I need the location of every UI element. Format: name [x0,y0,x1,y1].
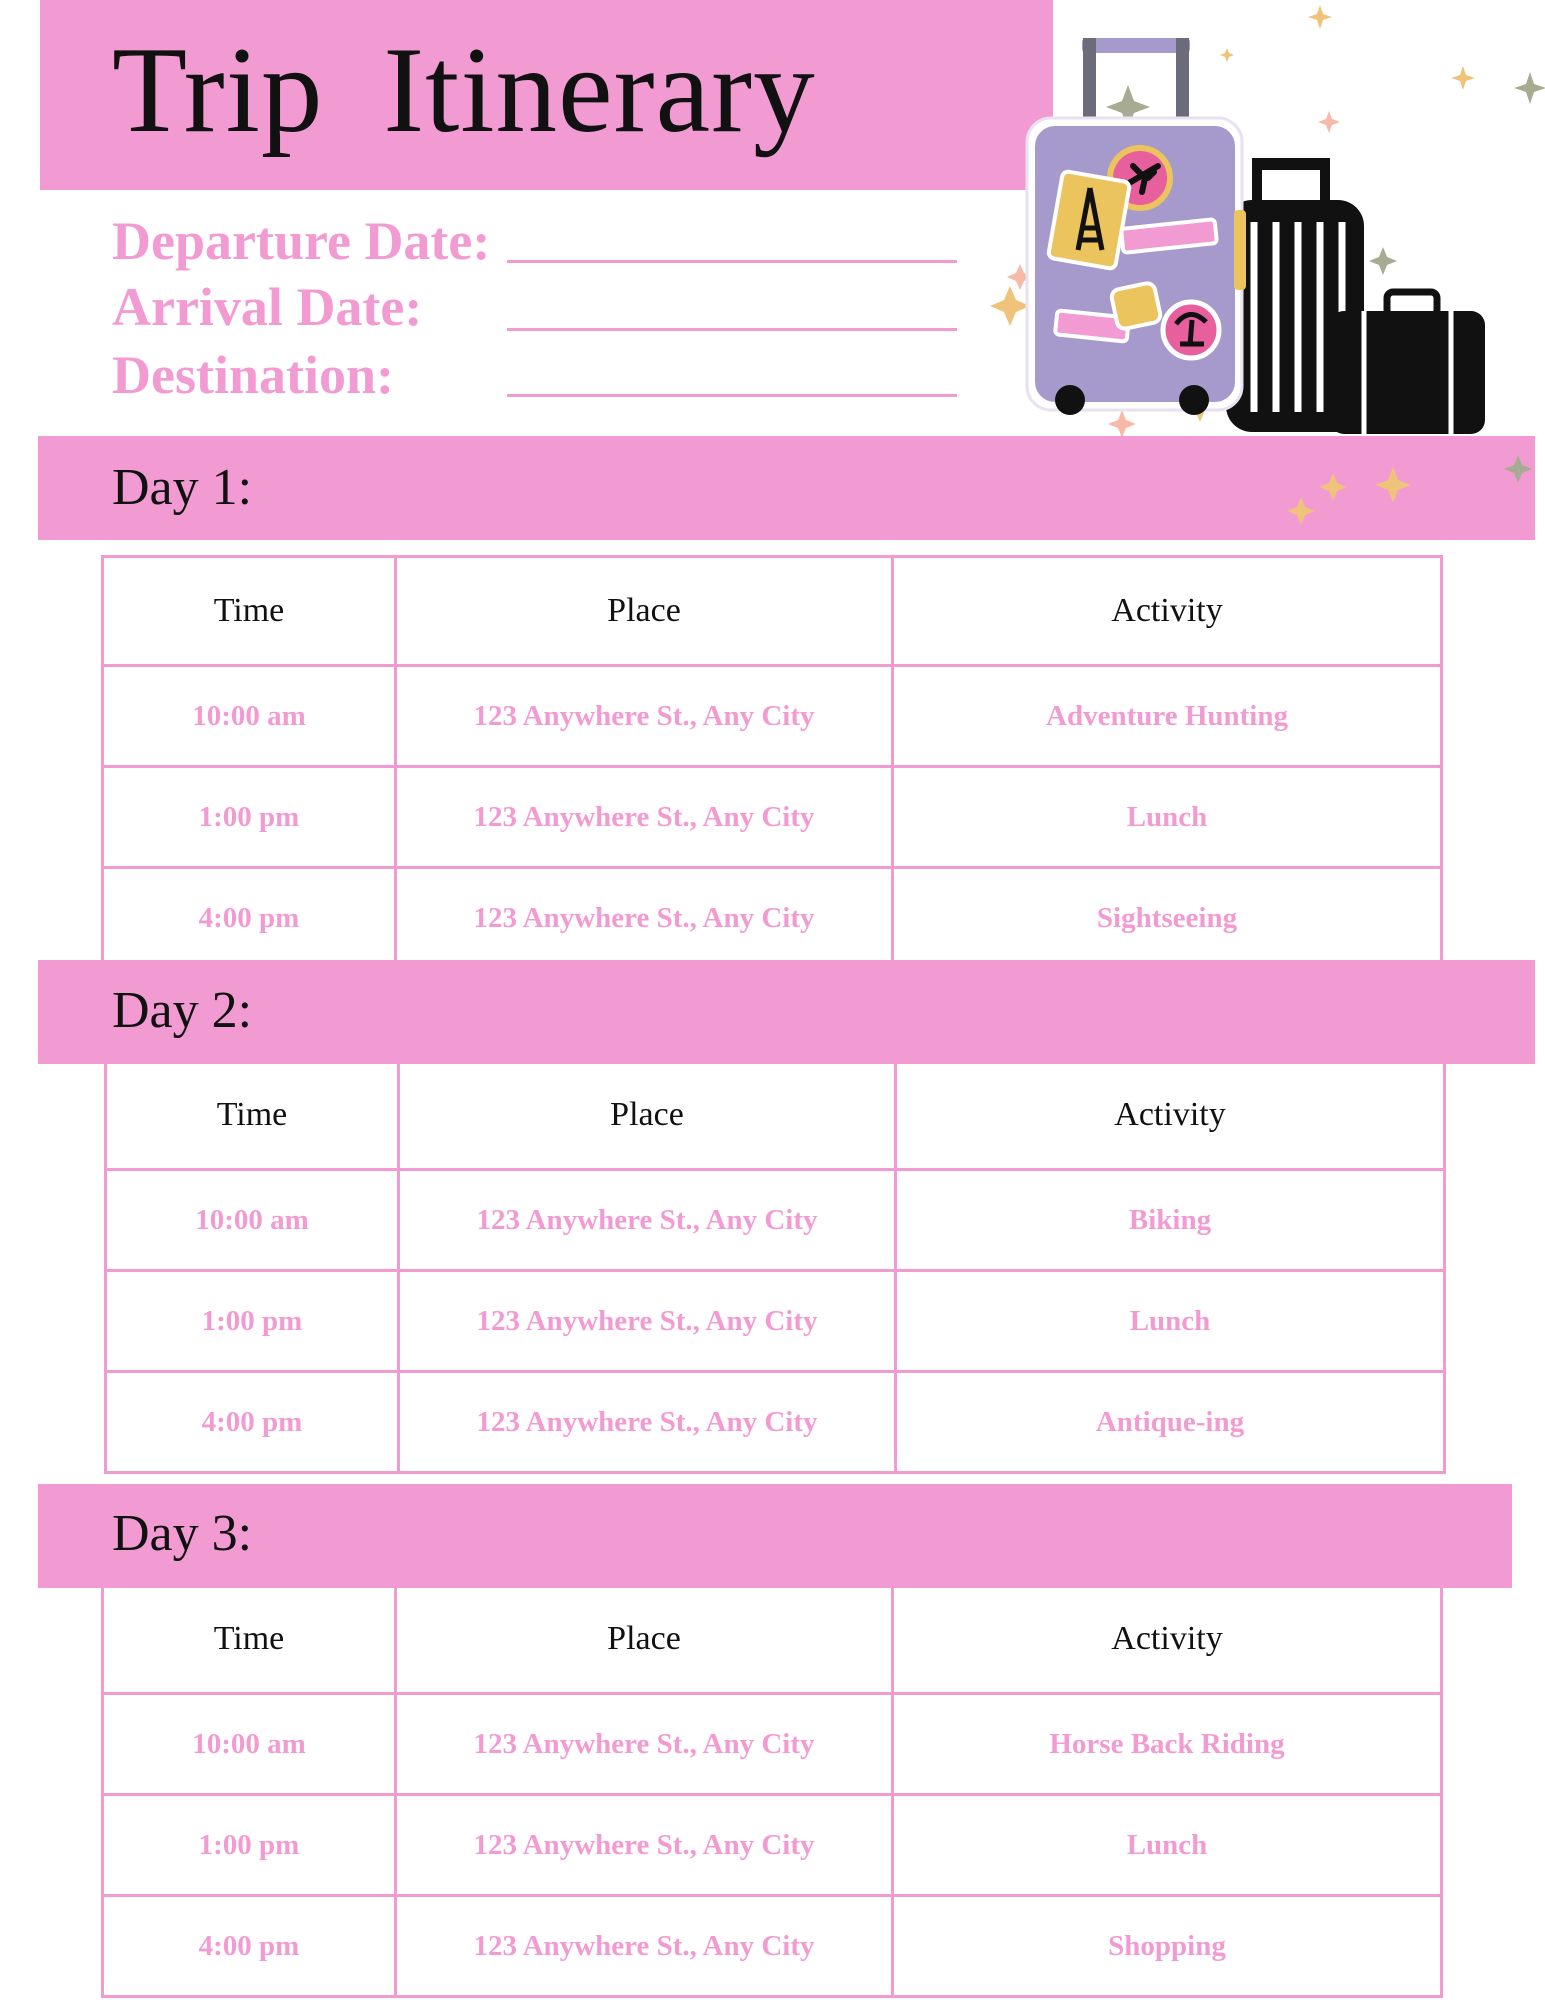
day-1-label: Day 1: [112,459,253,516]
place-cell: 123 Anywhere St., Any City [399,1372,896,1473]
activity-column-header: Activity [893,557,1442,666]
day-3-schedule-table [101,1586,1443,1998]
day-2-label: Day 2: [112,982,253,1039]
table-header-row [103,1586,1442,1694]
palm-tree-icon [1163,302,1219,358]
activity-cell: Horse Back Riding [893,1694,1442,1795]
table-row [103,666,1442,767]
place-cell: 123 Anywhere St., Any City [396,666,893,767]
time-column-header: Time [106,1062,399,1170]
place-column-header: Place [399,1062,896,1170]
activity-cell: Adventure Hunting [893,666,1442,767]
time-cell: 10:00 am [103,666,396,767]
activity-column-header: Activity [896,1062,1445,1170]
arrival-date-label: Arrival Date: [112,277,423,337]
time-cell: 1:00 pm [103,767,396,868]
time-cell: 10:00 am [106,1170,399,1271]
briefcase-icon [1330,292,1485,434]
activity-cell: Sightseeing [893,868,1442,968]
time-cell: 4:00 pm [106,1372,399,1473]
table-row [106,1372,1445,1473]
activity-cell: Biking [896,1170,1445,1271]
activity-cell: Lunch [893,767,1442,868]
place-cell: 123 Anywhere St., Any City [396,868,893,968]
day-2-schedule-table [104,1062,1446,1474]
table-row [103,1896,1442,1997]
destination-label: Destination: [112,345,394,405]
place-cell: 123 Anywhere St., Any City [396,1896,893,1997]
day-1-schedule-table [101,555,1443,967]
table-header-row [103,557,1442,666]
time-cell: 1:00 pm [106,1271,399,1372]
day-3-label: Day 3: [112,1505,253,1562]
place-cell: 123 Anywhere St., Any City [399,1170,896,1271]
table-row [103,767,1442,868]
time-cell: 4:00 pm [103,868,396,968]
time-cell: 1:00 pm [103,1795,396,1896]
luggage-illustration [985,0,1545,440]
page-title: Trip Itinerary [112,21,816,158]
suitcase-illustration [1027,38,1246,415]
destination-field[interactable] [507,394,957,397]
eiffel-tower-icon [1048,171,1130,269]
table-header-row [106,1062,1445,1170]
table-row [103,1694,1442,1795]
time-column-header: Time [103,557,396,666]
departure-date-label: Departure Date: [112,211,491,271]
day-2-banner [38,960,1535,1064]
day-3-banner [38,1484,1512,1588]
arrival-date-field[interactable] [507,328,957,331]
place-column-header: Place [396,557,893,666]
place-cell: 123 Anywhere St., Any City [396,1795,893,1896]
activity-cell: Lunch [896,1271,1445,1372]
table-row [103,1795,1442,1896]
activity-column-header: Activity [893,1586,1442,1694]
time-column-header: Time [103,1586,396,1694]
place-cell: 123 Anywhere St., Any City [399,1271,896,1372]
table-row [106,1170,1445,1271]
table-row [106,1271,1445,1372]
sparkle-icon [1285,455,1545,535]
time-cell: 10:00 am [103,1694,396,1795]
place-cell: 123 Anywhere St., Any City [396,1694,893,1795]
activity-cell: Antique-ing [896,1372,1445,1473]
departure-date-field[interactable] [507,260,957,263]
table-row [103,868,1442,968]
time-cell: 4:00 pm [103,1896,396,1997]
place-column-header: Place [396,1586,893,1694]
activity-cell: Shopping [893,1896,1442,1997]
place-cell: 123 Anywhere St., Any City [396,767,893,868]
activity-cell: Lunch [893,1795,1442,1896]
